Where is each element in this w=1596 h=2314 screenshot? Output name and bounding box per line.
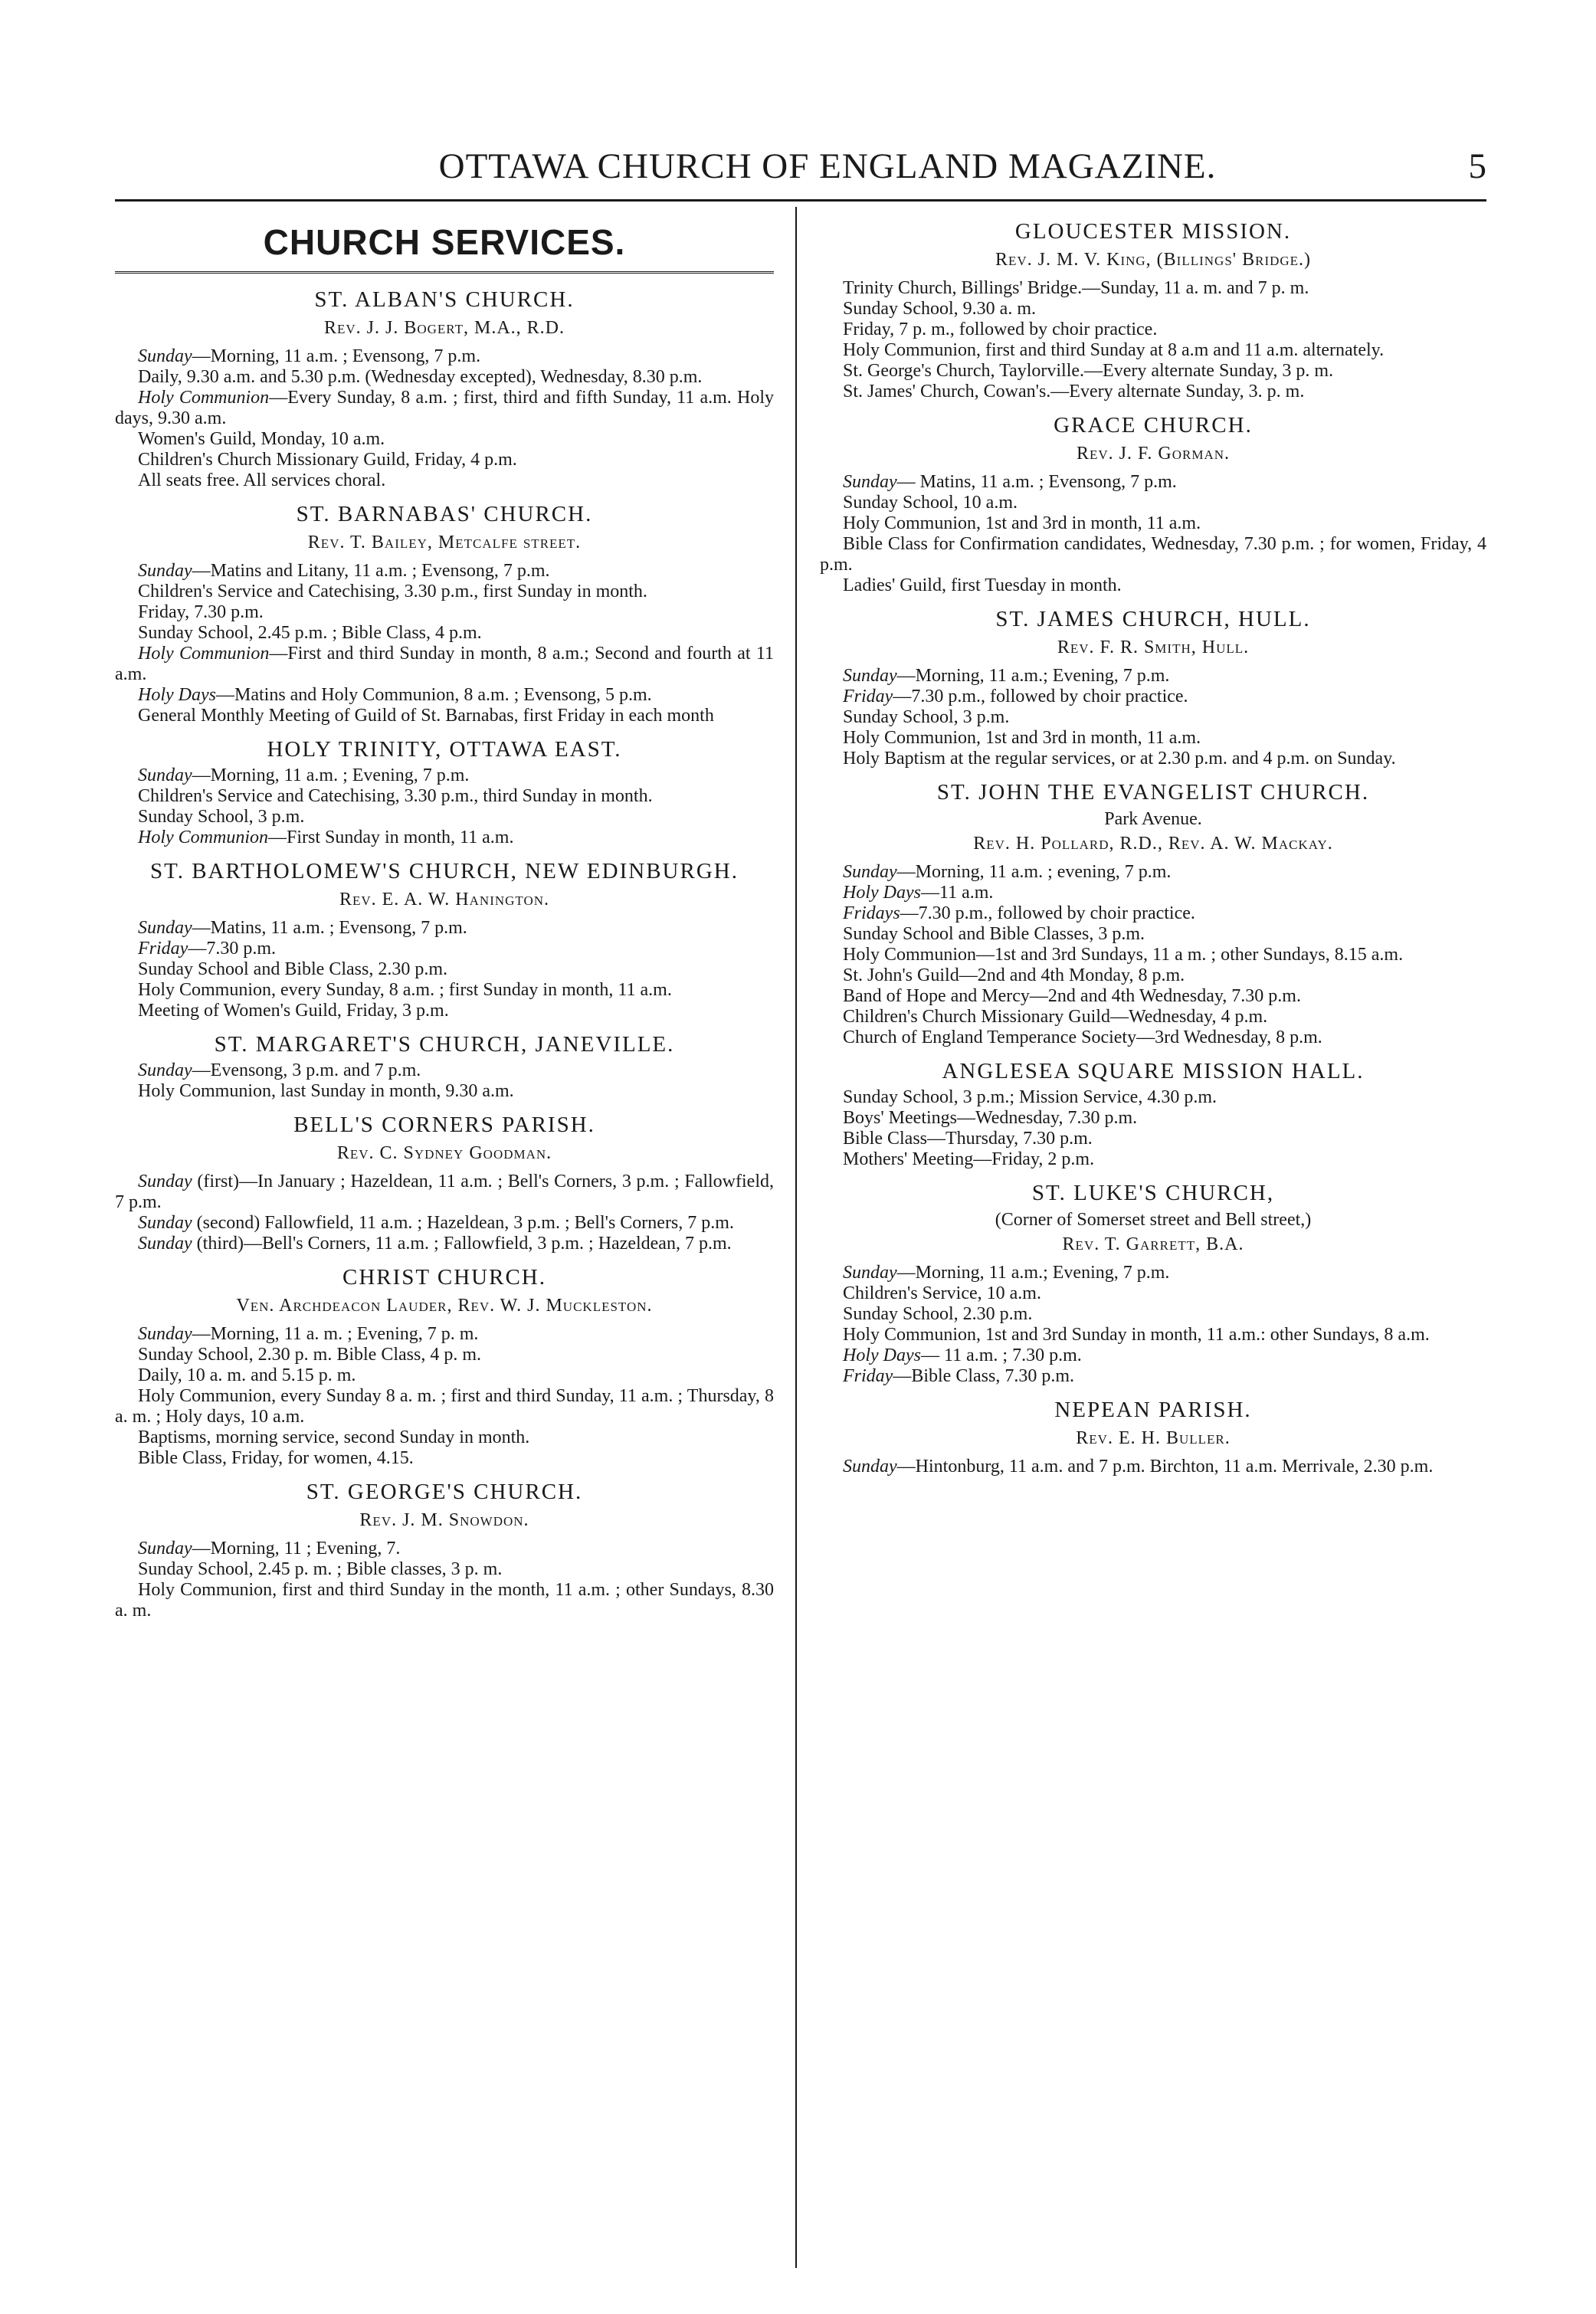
church-name: ST. MARGARET'S CHURCH, JANEVILLE. xyxy=(214,1032,675,1057)
service-text: Holy Communion, 1st and 3rd Sunday in month, 11 a.m.: other Sundays, 8 a.m. xyxy=(843,1325,1430,1345)
clergy-name: Rev. J. J. Bogert, M.A., R.D. xyxy=(323,318,565,338)
service-day-label: Holy Communion xyxy=(138,388,270,408)
service-day-label: Sunday xyxy=(138,561,192,581)
service-text: Sunday School, 2.45 p. m. ; Bible classes, 3 p. m. xyxy=(138,1559,503,1579)
service-text: —Morning, 11 a. m. ; Evening, 7 p. m. xyxy=(192,1324,479,1344)
church-name: ST. GEORGE'S CHURCH. xyxy=(306,1480,583,1504)
service-line xyxy=(820,687,1486,707)
clergy-name: Rev. H. Pollard, R.D., Rev. A. W. Mackay. xyxy=(973,834,1333,854)
service-text: Daily, 9.30 a.m. and 5.30 p.m. (Wednesday excepted), Wednesday, 8.30 p.m. xyxy=(138,367,703,387)
service-line xyxy=(820,299,1486,320)
service-line xyxy=(820,493,1486,513)
clergy-name: Rev. J. F. Gorman. xyxy=(1076,444,1231,464)
church-name: ST. BARTHOLOMEW'S CHURCH, NEW EDINBURGH. xyxy=(150,859,739,883)
service-text: Holy Communion—1st and 3rd Sundays, 11 a m. ; other Sundays, 8.15 a.m. xyxy=(843,945,1404,965)
service-line xyxy=(820,1457,1486,1477)
service-day-label: Sunday xyxy=(138,918,192,938)
service-text: Holy Communion, 1st and 3rd in month, 11 a.m. xyxy=(843,728,1201,748)
service-line xyxy=(115,1060,774,1081)
service-line xyxy=(820,278,1486,299)
service-text: Baptisms, morning service, second Sunday in month. xyxy=(138,1427,530,1447)
church-name: ST. LUKE'S CHURCH, xyxy=(1031,1181,1275,1205)
church-entry xyxy=(820,780,1486,1048)
service-line xyxy=(820,340,1486,361)
service-line xyxy=(115,1539,774,1559)
service-text: Boys' Meetings—Wednesday, 7.30 p.m. xyxy=(843,1108,1138,1128)
service-line xyxy=(820,1263,1486,1283)
service-line xyxy=(115,807,774,828)
service-line xyxy=(820,1007,1486,1028)
service-text: Trinity Church, Billings' Bridge.—Sunday, 11 a. m. and 7 p. m. xyxy=(843,278,1309,298)
service-day-label: Holy Communion xyxy=(138,644,270,664)
clergy-name: Rev. E. A. W. Hanington. xyxy=(339,890,550,910)
church-name: CHRIST CHURCH. xyxy=(342,1265,546,1290)
service-day-label: Holy Days xyxy=(138,685,216,705)
service-text: General Monthly Meeting of Guild of St. Barnabas, first Friday in each month xyxy=(138,706,714,726)
service-line xyxy=(115,602,774,623)
service-day-label: Fridays xyxy=(843,903,900,923)
service-line xyxy=(115,623,774,644)
service-text: Ladies' Guild, first Tuesday in month. xyxy=(843,575,1122,595)
service-text: Children's Service and Catechising, 3.30 p.m., first Sunday in month. xyxy=(138,582,647,601)
service-line xyxy=(115,980,774,1001)
clergy-name: Rev. T. Garrett, B.A. xyxy=(1062,1234,1244,1254)
service-text: —First and third Sunday in month, 8 a.m.; Second and fourth at 11 a.m. xyxy=(115,644,775,684)
service-line xyxy=(820,883,1486,903)
service-line xyxy=(115,388,774,429)
service-line xyxy=(115,346,774,367)
running-head xyxy=(115,146,1486,192)
service-text: — Matins, 11 a.m. ; Evensong, 7 p.m. xyxy=(896,472,1177,492)
service-text: Daily, 10 a. m. and 5.15 p. m. xyxy=(138,1365,356,1385)
service-line xyxy=(820,1129,1486,1149)
service-day-label: Sunday xyxy=(138,1324,192,1344)
service-line xyxy=(115,1580,774,1621)
clergy-name: Rev. E. H. Buller. xyxy=(1076,1428,1231,1448)
service-text: Sunday School, 3 p.m. xyxy=(138,807,305,827)
church-name: ST. BARNABAS' CHURCH. xyxy=(296,502,593,526)
service-line xyxy=(820,945,1486,965)
service-text: —7.30 p.m., followed by choir practice. xyxy=(900,903,1195,923)
service-line xyxy=(820,986,1486,1007)
service-text: —11 a.m. xyxy=(920,883,994,903)
right-column xyxy=(820,208,1486,1482)
service-line xyxy=(820,1028,1486,1048)
service-text: Holy Communion, 1st and 3rd in month, 11 a.m. xyxy=(843,513,1201,533)
service-text: Holy Communion, first and third Sunday at 8 a.m and 11 a.m. alternately. xyxy=(843,340,1385,360)
service-line xyxy=(115,918,774,939)
service-text: —Every Sunday, 8 a.m. ; first, third and fifth Sunday, 11 a.m. Holy days, 9.30 a.m. xyxy=(115,388,774,428)
service-line xyxy=(820,707,1486,728)
service-text: Children's Service and Catechising, 3.30 p.m., third Sunday in month. xyxy=(138,786,653,806)
service-line xyxy=(115,1001,774,1021)
section-heading: CHURCH SERVICES. xyxy=(263,222,626,262)
left-church-list xyxy=(115,287,774,1621)
service-line xyxy=(115,644,774,685)
service-text: Children's Church Missionary Guild—Wednesday, 4 p.m. xyxy=(843,1007,1268,1027)
service-day-label: Sunday xyxy=(843,472,897,492)
service-text: —First Sunday in month, 11 a.m. xyxy=(268,828,514,847)
service-line xyxy=(820,513,1486,534)
service-text: St. George's Church, Taylorville.—Every alternate Sunday, 3 p. m. xyxy=(843,361,1334,381)
service-line xyxy=(820,903,1486,924)
service-text: Holy Communion, every Sunday, 8 a.m. ; first Sunday in month, 11 a.m. xyxy=(138,980,672,1000)
service-line xyxy=(115,939,774,959)
service-line xyxy=(820,965,1486,986)
service-text: —Morning, 11 ; Evening, 7. xyxy=(192,1539,401,1559)
service-text: St. James' Church, Cowan's.—Every alternate Sunday, 3. p. m. xyxy=(843,382,1305,402)
service-line xyxy=(820,1325,1486,1345)
service-day-label: Holy Communion xyxy=(138,828,268,847)
service-line xyxy=(115,959,774,980)
service-text: —7.30 p.m., followed by choir practice. xyxy=(893,687,1188,706)
page-number: 5 xyxy=(1468,146,1486,186)
church-name: NEPEAN PARISH. xyxy=(1054,1398,1252,1422)
service-day-label: Sunday xyxy=(138,1172,192,1191)
service-line xyxy=(115,1386,774,1427)
service-text: —Morning, 11 a.m. ; evening, 7 p.m. xyxy=(896,862,1172,882)
service-line xyxy=(115,828,774,848)
service-text: —Morning, 11 a.m. ; Evening, 7 p.m. xyxy=(192,765,470,785)
service-text: —Hintonburg, 11 a.m. and 7 p.m. Birchton, 11 a.m. Merrivale, 2.30 p.m. xyxy=(896,1457,1434,1477)
service-text: Church of England Temperance Society—3rd Wednesday, 8 p.m. xyxy=(843,1028,1322,1047)
service-line xyxy=(820,1108,1486,1129)
service-day-label: Holy Days xyxy=(843,883,921,903)
service-line xyxy=(115,1427,774,1448)
service-line xyxy=(115,470,774,491)
header-rule xyxy=(115,199,1486,202)
column-divider xyxy=(795,207,797,2268)
service-line xyxy=(820,728,1486,749)
clergy-name: Rev. J. M. V. King, (Billings' Bridge.) xyxy=(995,250,1312,270)
clergy-name: Rev. C. Sydney Goodman. xyxy=(336,1143,552,1163)
service-line xyxy=(820,382,1486,402)
clergy-name: Ven. Archdeacon Lauder, Rev. W. J. Muckleston. xyxy=(236,1296,653,1316)
service-day-label: Holy Days xyxy=(843,1345,921,1365)
service-text: Band of Hope and Mercy—2nd and 4th Wednesday, 7.30 p.m. xyxy=(843,986,1301,1006)
church-entry xyxy=(115,1480,774,1621)
service-text: Children's Service, 10 a.m. xyxy=(843,1283,1041,1303)
clergy-name: Rev. F. R. Smith, Hull. xyxy=(1057,637,1250,657)
service-line xyxy=(820,361,1486,382)
service-text: Sunday School, 3 p.m.; Mission Service, 4.30 p.m. xyxy=(843,1087,1217,1107)
service-text: Holy Communion, last Sunday in month, 9.30 a.m. xyxy=(138,1081,514,1101)
service-line xyxy=(820,1366,1486,1387)
right-church-list xyxy=(820,219,1486,1477)
service-text: Holy Communion, every Sunday 8 a. m. ; first and third Sunday, 11 a.m. ; Thursday, 8 a. m. ; Holy days, 10 a.m. xyxy=(115,1386,774,1427)
service-line xyxy=(820,320,1486,340)
service-text: Meeting of Women's Guild, Friday, 3 p.m. xyxy=(138,1001,449,1021)
service-text: Women's Guild, Monday, 10 a.m. xyxy=(138,429,385,449)
service-day-label: Sunday xyxy=(138,765,192,785)
service-line xyxy=(115,561,774,582)
service-day-label: Sunday xyxy=(843,1457,897,1477)
service-line xyxy=(820,666,1486,687)
service-line xyxy=(820,534,1486,575)
service-line xyxy=(115,1213,774,1234)
service-day-label: Sunday xyxy=(138,1539,192,1559)
service-text: Sunday School, 2.45 p.m. ; Bible Class, 4 p.m. xyxy=(138,623,482,643)
clergy-name: Rev. T. Bailey, Metcalfe street. xyxy=(307,533,582,552)
service-line xyxy=(820,1345,1486,1366)
service-line xyxy=(820,749,1486,769)
service-day-label: Sunday xyxy=(138,1213,192,1233)
church-name: GRACE CHURCH. xyxy=(1054,413,1253,438)
service-text: St. John's Guild—2nd and 4th Monday, 8 p.m. xyxy=(843,965,1185,985)
service-text: (third)—Bell's Corners, 11 a.m. ; Fallowfield, 3 p.m. ; Hazeldean, 7 p.m. xyxy=(192,1234,732,1254)
service-day-label: Friday xyxy=(843,687,893,706)
service-line xyxy=(820,862,1486,883)
service-text: Sunday School, 9.30 a. m. xyxy=(843,299,1036,319)
service-line xyxy=(820,472,1486,493)
service-text: — 11 a.m. ; 7.30 p.m. xyxy=(920,1345,1082,1365)
service-text: Bible Class for Confirmation candidates, Wednesday, 7.30 p.m. ; for women, Friday, 4 p.m. xyxy=(820,534,1486,575)
service-day-label: Friday xyxy=(843,1366,893,1386)
church-entry xyxy=(820,219,1486,402)
service-text: —Matins and Holy Communion, 8 a.m. ; Evensong, 5 p.m. xyxy=(215,685,652,705)
service-line xyxy=(115,1234,774,1254)
church-entry xyxy=(820,1059,1486,1170)
heading-rule xyxy=(115,271,774,274)
service-line xyxy=(115,765,774,786)
service-line xyxy=(820,1283,1486,1304)
service-day-label: Sunday xyxy=(138,346,192,366)
church-entry xyxy=(115,1113,774,1254)
service-text: Holy Baptism at the regular services, or at 2.30 p.m. and 4 p.m. on Sunday. xyxy=(843,749,1396,769)
service-text: Holy Communion, first and third Sunday in the month, 11 a.m. ; other Sundays, 8.30 a. m. xyxy=(115,1580,774,1621)
service-text: —Bible Class, 7.30 p.m. xyxy=(893,1366,1074,1386)
service-day-label: Sunday xyxy=(138,1060,192,1080)
church-entry xyxy=(820,1181,1486,1387)
service-text: Sunday School, 3 p.m. xyxy=(843,707,1010,727)
service-text: —Morning, 11 a.m. ; Evensong, 7 p.m. xyxy=(192,346,481,366)
service-text: Sunday School, 10 a.m. xyxy=(843,493,1018,513)
church-name: ST. JAMES CHURCH, HULL. xyxy=(995,607,1311,631)
service-text: —Morning, 11 a.m.; Evening, 7 p.m. xyxy=(896,666,1170,686)
service-text: (first)—In January ; Hazeldean, 11 a.m. ; Bell's Corners, 3 p.m. ; Fallowfield, 7 p.m. xyxy=(115,1172,774,1212)
service-line xyxy=(115,1172,774,1213)
service-day-label: Sunday xyxy=(138,1234,192,1254)
church-location: (Corner of Somerset street and Bell street,) xyxy=(995,1210,1312,1230)
magazine-title: OTTAWA CHURCH OF ENGLAND MAGAZINE. xyxy=(438,146,1217,186)
church-entry xyxy=(115,859,774,1021)
service-text: Friday, 7.30 p.m. xyxy=(138,602,264,622)
service-text: Bible Class—Thursday, 7.30 p.m. xyxy=(843,1129,1093,1149)
service-line xyxy=(820,1087,1486,1108)
church-name: HOLY TRINITY, OTTAWA EAST. xyxy=(267,737,622,762)
service-text: All seats free. All services choral. xyxy=(138,470,386,490)
service-line xyxy=(115,685,774,706)
service-line xyxy=(115,1081,774,1102)
church-entry xyxy=(115,287,774,491)
service-text: Sunday School and Bible Classes, 3 p.m. xyxy=(843,924,1145,944)
church-name: GLOUCESTER MISSION. xyxy=(1014,219,1292,244)
clergy-name: Rev. J. M. Snowdon. xyxy=(359,1510,529,1530)
service-line xyxy=(820,924,1486,945)
church-entry xyxy=(115,1032,774,1102)
service-text: Children's Church Missionary Guild, Friday, 4 p.m. xyxy=(138,450,517,470)
church-entry xyxy=(115,502,774,726)
service-line xyxy=(115,706,774,726)
service-text: —Matins, 11 a.m. ; Evensong, 7 p.m. xyxy=(192,918,467,938)
service-text: (second) Fallowfield, 11 a.m. ; Hazeldean, 3 p.m. ; Bell's Corners, 7 p.m. xyxy=(192,1213,734,1233)
service-text: Sunday School and Bible Class, 2.30 p.m. xyxy=(138,959,447,979)
church-name: BELL'S CORNERS PARISH. xyxy=(293,1113,595,1137)
left-column xyxy=(115,208,774,1626)
church-name: ST. JOHN THE EVANGELIST CHURCH. xyxy=(936,780,1370,805)
service-line xyxy=(115,1365,774,1386)
church-name: ANGLESEA SQUARE MISSION HALL. xyxy=(942,1059,1365,1083)
church-name: ST. ALBAN'S CHURCH. xyxy=(314,287,575,312)
church-entry xyxy=(820,607,1486,769)
church-entry xyxy=(115,737,774,848)
service-line xyxy=(115,1345,774,1365)
service-line xyxy=(115,1448,774,1469)
service-day-label: Friday xyxy=(138,939,188,959)
service-line xyxy=(115,786,774,807)
service-day-label: Sunday xyxy=(843,1263,897,1283)
service-text: —7.30 p.m. xyxy=(188,939,276,959)
service-text: Friday, 7 p. m., followed by choir practice. xyxy=(843,320,1158,339)
service-line xyxy=(820,1304,1486,1325)
service-line xyxy=(820,1149,1486,1170)
service-line xyxy=(820,575,1486,596)
church-location: Park Avenue. xyxy=(1104,809,1202,829)
service-line xyxy=(115,429,774,450)
service-line xyxy=(115,450,774,470)
service-text: —Evensong, 3 p.m. and 7 p.m. xyxy=(192,1060,421,1080)
service-line xyxy=(115,367,774,388)
service-text: Sunday School, 2.30 p. m. Bible Class, 4 p. m. xyxy=(138,1345,482,1365)
service-text: Mothers' Meeting—Friday, 2 p.m. xyxy=(843,1149,1095,1169)
service-line xyxy=(115,1324,774,1345)
service-day-label: Sunday xyxy=(843,862,897,882)
church-entry xyxy=(115,1265,774,1469)
service-text: Bible Class, Friday, for women, 4.15. xyxy=(138,1448,414,1468)
service-line xyxy=(115,582,774,602)
service-day-label: Sunday xyxy=(843,666,897,686)
church-entry xyxy=(820,413,1486,596)
church-entry xyxy=(820,1398,1486,1477)
service-text: —Matins and Litany, 11 a.m. ; Evensong, 7 p.m. xyxy=(192,561,550,581)
service-text: —Morning, 11 a.m.; Evening, 7 p.m. xyxy=(896,1263,1170,1283)
service-line xyxy=(115,1559,774,1580)
service-text: Sunday School, 2.30 p.m. xyxy=(843,1304,1033,1324)
